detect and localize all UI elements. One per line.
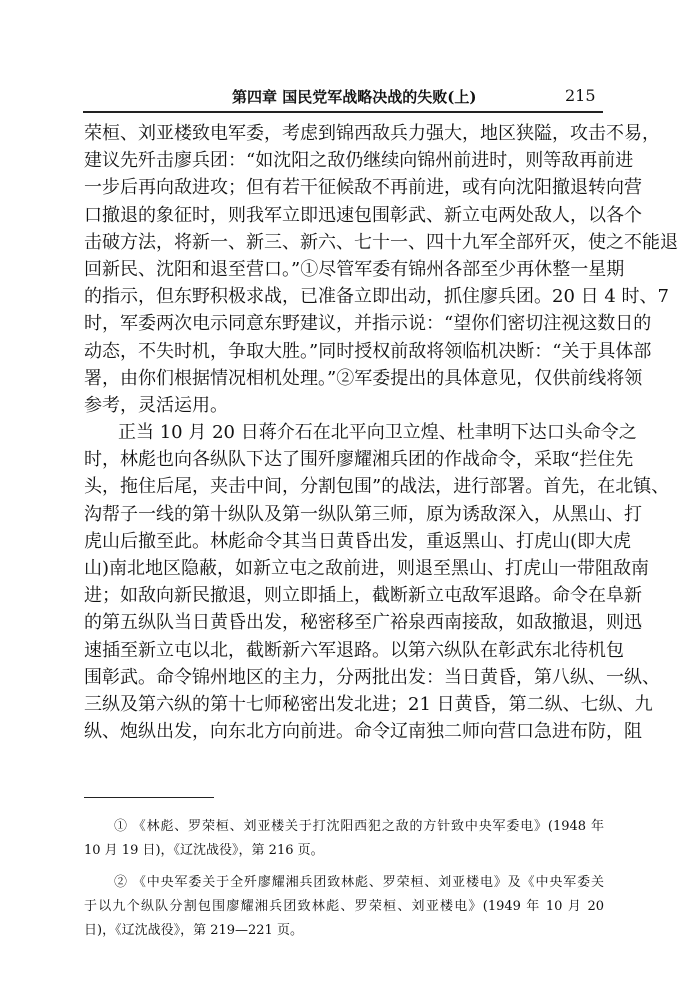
header-rule bbox=[83, 111, 603, 113]
text-line: 署，由你们根据情况相机处理。”②军委提出的具体意见，仅供前线将领 bbox=[84, 367, 643, 389]
footnote-1-line: ① 《林彪、罗荣桓、刘亚楼关于打沈阳西犯之敌的方针致中央军委电》(1948 年 bbox=[114, 819, 604, 834]
text-line: 荣桓、刘亚楼致电军委，考虑到锦西敌兵力强大，地区狭隘，攻击不易， bbox=[84, 123, 660, 144]
body-text bbox=[84, 120, 678, 745]
text-line: 的第五纵队当日黄昏出发，秘密移至广裕泉西南接敌，如敌撤退，则迅 bbox=[84, 612, 642, 634]
footnotes bbox=[84, 815, 604, 943]
text-line: 口撤退的象征时，则我军立即迅速包围彰武、新立屯两处敌人，以各个 bbox=[84, 204, 642, 226]
text-line: 建议先歼击廖兵团：“如沈阳之敌仍继续向锦州前进时，则等敌再前进 bbox=[84, 150, 634, 172]
text-line: 动态，不失时机，争取大胜。”同时授权前敌将领临机决断：“关于具体部 bbox=[84, 340, 652, 362]
page-number: 215 bbox=[565, 86, 596, 105]
paragraph-first-line: 正当 10 月 20 日蒋介石在北平向卫立煌、杜聿明下达口头命令之 bbox=[118, 422, 637, 444]
text-line: 三纵及第六纵的第十七师秘密出发北进；21 日黄昏，第二纵、七纵、九 bbox=[84, 693, 653, 715]
text-line: 参考，灵活运用。 bbox=[84, 394, 228, 416]
text-line: 围彰武。命令锦州地区的主力，分两批出发：当日黄昏，第八纵、一纵、 bbox=[84, 666, 660, 688]
text-line: 时，林彪也向各纵队下达了围歼廖耀湘兵团的作战命令，采取“拦住先 bbox=[84, 449, 634, 471]
footnote-rule bbox=[84, 797, 214, 798]
text-line: 虎山后撤至此。林彪命令其当日黄昏出发，重返黑山、打虎山(即大虎 bbox=[84, 530, 632, 552]
text-line: 纵、炮纵出发，向东北方向前进。命令辽南独二师向营口急进布防，阻 bbox=[84, 721, 642, 743]
text-line: 速插至新立屯以北，截断新六军退路。以第六纵队在彰武东北待机包 bbox=[84, 639, 624, 661]
text-line: 的指示，但东野积极求战，已准备立即出动，抓住廖兵团。20 日 4 时、7 bbox=[84, 286, 669, 308]
footnote-2-line: 日)，《辽沈战役》，第 219—221 页。 bbox=[84, 923, 303, 938]
text-line: 沟帮子一线的第十纵队及第一纵队第三师，原为诱敌深入，从黑山、打 bbox=[84, 503, 642, 525]
footnote-2-line: ② 《中央军委关于全歼廖耀湘兵团致林彪、罗荣桓、刘亚楼电》及《中央军委关 bbox=[114, 875, 604, 890]
text-line: 击破方法，将新一、新三、新六、七十一、四十九军全部歼灭，使之不能退 bbox=[84, 231, 678, 253]
page-header bbox=[0, 0, 644, 112]
text-line: 回新民、沈阳和退至营口。”①尽管军委有锦州各部至少再休整一星期 bbox=[84, 258, 625, 280]
footnote-2-line: 于以九个纵队分割包围廖耀湘兵团致林彪、罗荣桓、刘亚楼电》(1949 年 10 月 20 bbox=[84, 899, 604, 914]
text-line: 山)南北地区隐蔽，如新立屯之敌前进，则退至黑山、打虎山一带阻敌南 bbox=[84, 558, 650, 579]
chapter-title: 第四章 国民党军战略决战的失败(上) bbox=[232, 88, 477, 106]
text-line: 进；如敌向新民撤退，则立即插上，截断新立屯敌军退路。命令在阜新 bbox=[84, 585, 642, 607]
text-line: 时，军委两次电示同意东野建议，并指示说：“望你们密切注视这数日的 bbox=[84, 313, 652, 335]
footnote-1-line: 10 月 19 日)，《辽沈战役》，第 216 页。 bbox=[84, 843, 324, 858]
text-line: 一步后再向敌进攻；但有若干征候敌不再前进，或有向沈阳撤退转向营 bbox=[84, 177, 642, 199]
text-line: 头，拖住后尾，夹击中间，分割包围”的战法，进行部署。首先，在北镇、 bbox=[84, 476, 670, 498]
